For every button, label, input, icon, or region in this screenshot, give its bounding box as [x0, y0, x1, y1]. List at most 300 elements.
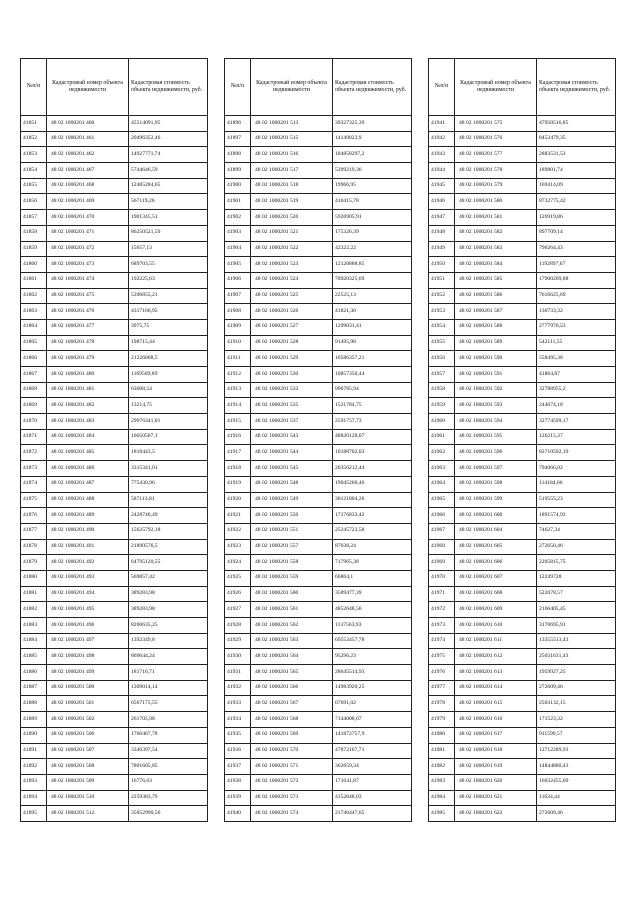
cadastral-number: 48 02 1000201 526: [251, 304, 333, 320]
cadastral-number: 48 02 1000201 528: [251, 335, 333, 351]
table-row: [21, 508, 208, 524]
table-row: [429, 492, 616, 508]
cadastral-number: 48 02 1000201 530: [251, 367, 333, 383]
row-number: 41890: [21, 727, 47, 743]
table-row: [429, 116, 616, 132]
cadastral-number: 48 02 1000201 608: [455, 586, 537, 602]
row-number: 41909: [225, 319, 251, 335]
row-number: 41913: [225, 382, 251, 398]
cadastral-value: 20496352,46: [129, 131, 208, 147]
cadastral-number: 48 02 1000201 613: [455, 665, 537, 681]
row-number: 41982: [429, 759, 455, 775]
table-row: [21, 790, 208, 806]
cadastral-number: 48 02 1000201 592: [455, 382, 537, 398]
cadastral-value: 261705,98: [129, 712, 208, 728]
row-number: 41961: [429, 429, 455, 445]
cadastral-value: 22525,13: [333, 288, 412, 304]
row-number: 41985: [429, 806, 455, 822]
row-number: 41941: [429, 116, 455, 132]
cadastral-value: 2883531,53: [537, 147, 616, 163]
cadastral-number: 48 02 1000201 498: [47, 649, 129, 665]
row-number: 41940: [225, 806, 251, 822]
cadastral-value: 41821,36: [333, 304, 412, 320]
cadastral-value: 21890576,5: [129, 539, 208, 555]
cadastral-value: 558495,38: [537, 351, 616, 367]
table-row: [429, 586, 616, 602]
cadastral-number: 48 02 1000201 476: [47, 304, 129, 320]
row-number: 41910: [225, 335, 251, 351]
cadastral-value: 39327325,39: [333, 116, 412, 132]
cadastral-number: 48 02 1000201 607: [455, 570, 537, 586]
cadastral-number: 48 02 1000201 588: [455, 319, 537, 335]
row-number: 41952: [429, 288, 455, 304]
table-row: [21, 304, 208, 320]
cadastral-number: 48 02 1000201 573: [251, 790, 333, 806]
row-number: 41967: [429, 523, 455, 539]
cadastral-value: 63608,54: [129, 382, 208, 398]
cadastral-value: 4317166,95: [129, 304, 208, 320]
table-row: [429, 304, 616, 320]
table-row: [225, 727, 412, 743]
cadastral-number: 48 02 1000201 599: [455, 492, 537, 508]
row-number: 41869: [21, 398, 47, 414]
cadastral-value: 15657,13: [129, 241, 208, 257]
cadastral-number: 48 02 1000201 485: [47, 445, 129, 461]
cadastral-value: 17176833,42: [333, 508, 412, 524]
cadastral-number: 48 02 1000201 508: [47, 759, 129, 775]
row-number: 41915: [225, 414, 251, 430]
cadastral-number: 48 02 1000201 461: [47, 131, 129, 147]
row-number: 41942: [429, 131, 455, 147]
cadastral-number: 48 02 1000201 596: [455, 445, 537, 461]
cadastral-number: 48 02 1000201 571: [251, 759, 333, 775]
table-row: [225, 712, 412, 728]
cadastral-number: 48 02 1000201 535: [251, 398, 333, 414]
cadastral-number: 48 02 1000201 610: [455, 618, 537, 634]
row-number: 41973: [429, 618, 455, 634]
cadastral-number: 48 02 1000201 491: [47, 539, 129, 555]
table-row: [21, 288, 208, 304]
row-number: 41977: [429, 680, 455, 696]
cadastral-value: 15625792,18: [129, 523, 208, 539]
cadastral-value: 389283,98: [129, 586, 208, 602]
table-row: [21, 351, 208, 367]
cadastral-number: 48 02 1000201 509: [47, 774, 129, 790]
row-number: 41863: [21, 304, 47, 320]
table-row: [225, 194, 412, 210]
row-number: 41916: [225, 429, 251, 445]
row-number: 41862: [21, 288, 47, 304]
row-number: 41857: [21, 210, 47, 226]
cadastral-value: 12485284,65: [129, 178, 208, 194]
cadastral-number: 48 02 1000201 578: [455, 163, 537, 179]
cadastral-number: 48 02 1000201 549: [251, 492, 333, 508]
cadastral-number: 48 02 1000201 480: [47, 367, 129, 383]
table-row: [429, 398, 616, 414]
cadastral-value: 32788955,2: [537, 382, 616, 398]
table-row: [429, 476, 616, 492]
cadastral-value: 74627,34: [537, 523, 616, 539]
table-row: [429, 759, 616, 775]
cadastral-number: 48 02 1000201 515: [251, 131, 333, 147]
table-row: [21, 712, 208, 728]
cadastral-number: 48 02 1000201 579: [455, 178, 537, 194]
row-number: 41934: [225, 712, 251, 728]
cadastral-value: 794066,02: [537, 461, 616, 477]
cadastral-value: 16776,63: [129, 774, 208, 790]
table-row: [21, 398, 208, 414]
table-row: [429, 429, 616, 445]
table-row: [429, 712, 616, 728]
cadastral-value: 14844880,43: [537, 759, 616, 775]
cadastral-number: 48 02 1000201 486: [47, 461, 129, 477]
table-row: [429, 743, 616, 759]
cadastral-value: 8732775,42: [537, 194, 616, 210]
cadastral-number: 48 02 1000201 516: [251, 147, 333, 163]
cadastral-value: 567119,26: [129, 194, 208, 210]
cadastral-value: 30121804,26: [333, 492, 412, 508]
table-row: [225, 508, 412, 524]
cadastral-number: 48 02 1000201 617: [455, 727, 537, 743]
cadastral-value: 171041,87: [333, 774, 412, 790]
cadastral-number: 48 02 1000201 583: [455, 241, 537, 257]
cadastral-value: 569857,42: [129, 570, 208, 586]
table-row: [225, 523, 412, 539]
cadastral-number: 48 02 1000201 614: [455, 680, 537, 696]
row-number: 41872: [21, 445, 47, 461]
cadastral-value: 1818443,5: [129, 445, 208, 461]
row-number: 41918: [225, 461, 251, 477]
table-row: [21, 147, 208, 163]
cadastral-number: 48 02 1000201 568: [251, 712, 333, 728]
cadastral-value: 64795120,55: [129, 555, 208, 571]
cadastral-number: 48 02 1000201 484: [47, 429, 129, 445]
cadastral-value: 5399219,36: [333, 163, 412, 179]
row-number: 41852: [21, 131, 47, 147]
cadastral-number: 48 02 1000201 569: [251, 727, 333, 743]
table-row: [21, 210, 208, 226]
cadastral-number: 48 02 1000201 518: [251, 178, 333, 194]
cadastral-number: 48 02 1000201 620: [455, 774, 537, 790]
cadastral-value: 47950516,85: [537, 116, 616, 132]
cadastral-value: 13214,75: [129, 398, 208, 414]
cadastral-value: 69553457,78: [333, 633, 412, 649]
row-number: 41983: [429, 774, 455, 790]
table-row: [225, 225, 412, 241]
cadastral-value: 17900209,88: [537, 272, 616, 288]
cadastral-value: 1392349,8: [129, 633, 208, 649]
cadastral-number: 48 02 1000201 577: [455, 147, 537, 163]
row-number: 41897: [225, 131, 251, 147]
cadastral-number: 48 02 1000201 572: [251, 774, 333, 790]
row-number: 41882: [21, 602, 47, 618]
row-number: 41931: [225, 665, 251, 681]
table-row: [21, 429, 208, 445]
cadastral-value: 82710592,19: [537, 445, 616, 461]
cadastral-number: 48 02 1000201 493: [47, 570, 129, 586]
cadastral-number: 48 02 1000201 500: [47, 680, 129, 696]
row-number: 41959: [429, 398, 455, 414]
cadastral-number: 48 02 1000201 609: [455, 602, 537, 618]
cadastral-number: 48 02 1000201 561: [251, 602, 333, 618]
table-row: [429, 147, 616, 163]
cadastral-value: 7616625,69: [537, 288, 616, 304]
cadastral-value: 42322,22: [333, 241, 412, 257]
cadastral-number: 48 02 1000201 616: [455, 712, 537, 728]
table-row: [21, 696, 208, 712]
table-row: [429, 696, 616, 712]
cadastral-number: 48 02 1000201 529: [251, 351, 333, 367]
cadastral-value: 14927771,74: [129, 147, 208, 163]
cadastral-number: 48 02 1000201 598: [455, 476, 537, 492]
table-header-row: [21, 59, 208, 116]
table-row: [21, 116, 208, 132]
table-row: [429, 445, 616, 461]
cadastral-value: 13355513,43: [537, 633, 616, 649]
cadastral-value: 6567175,55: [129, 696, 208, 712]
table-row: [429, 790, 616, 806]
cadastral-number: 48 02 1000201 560: [251, 586, 333, 602]
table-row: [225, 351, 412, 367]
table-row: [429, 461, 616, 477]
cadastral-value: 45514091,95: [129, 116, 208, 132]
cadastral-value: 2259383,79: [129, 790, 208, 806]
table-row: [21, 743, 208, 759]
cadastral-number: 48 02 1000201 622: [455, 806, 537, 822]
cadastral-number: 48 02 1000201 478: [47, 335, 129, 351]
table-row: [225, 806, 412, 822]
cadastral-value: 48820128,07: [333, 429, 412, 445]
cadastral-number: 48 02 1000201 537: [251, 414, 333, 430]
cadastral-value: 587113,81: [129, 492, 208, 508]
row-number: 41937: [225, 759, 251, 775]
header-num: №п/п: [225, 59, 251, 116]
table-row: [21, 759, 208, 775]
row-number: 41943: [429, 147, 455, 163]
cadastral-number: 48 02 1000201 604: [455, 523, 537, 539]
cadastral-value: 410415,78: [333, 194, 412, 210]
cadastral-number: 48 02 1000201 544: [251, 445, 333, 461]
table-row: [225, 555, 412, 571]
row-number: 41873: [21, 461, 47, 477]
table-header-row: [429, 59, 616, 116]
table-row: [225, 633, 412, 649]
row-number: 41930: [225, 649, 251, 665]
row-number: 41917: [225, 445, 251, 461]
cadastral-number: 48 02 1000201 492: [47, 555, 129, 571]
table-row: [429, 806, 616, 822]
row-number: 41951: [429, 272, 455, 288]
cadastral-value: 136733,32: [537, 304, 616, 320]
cadastral-value: 12712289,93: [537, 743, 616, 759]
row-number: 41866: [21, 351, 47, 367]
cadastral-value: 2166405,45: [537, 602, 616, 618]
cadastral-number: 48 02 1000201 489: [47, 508, 129, 524]
table-row: [21, 523, 208, 539]
row-number: 41978: [429, 696, 455, 712]
row-number: 41861: [21, 272, 47, 288]
table-row: [225, 241, 412, 257]
cadastral-value: 362659,34: [333, 759, 412, 775]
row-number: 41976: [429, 665, 455, 681]
cadastral-number: 48 02 1000201 479: [47, 351, 129, 367]
row-number: 41979: [429, 712, 455, 728]
table-row: [429, 225, 616, 241]
row-number: 41980: [429, 727, 455, 743]
cadastral-number: 48 02 1000201 597: [455, 461, 537, 477]
row-number: 41887: [21, 680, 47, 696]
table-row: [225, 476, 412, 492]
table-row: [21, 476, 208, 492]
row-number: 41875: [21, 492, 47, 508]
cadastral-number: 48 02 1000201 499: [47, 665, 129, 681]
cadastral-value: 2205815,75: [537, 555, 616, 571]
row-number: 41936: [225, 743, 251, 759]
table-row: [429, 382, 616, 398]
table-row: [225, 539, 412, 555]
cadastral-value: 1891574,93: [537, 508, 616, 524]
cadastral-table-3: [428, 58, 616, 822]
table-row: [429, 774, 616, 790]
table-row: [429, 649, 616, 665]
cadastral-number: 48 02 1000201 487: [47, 476, 129, 492]
cadastral-number: 48 02 1000201 595: [455, 429, 537, 445]
table-row: [21, 163, 208, 179]
table-row: [225, 618, 412, 634]
cadastral-number: 48 02 1000201 488: [47, 492, 129, 508]
cadastral-value: 67691,02: [333, 696, 412, 712]
cadastral-value: 272650,46: [537, 539, 616, 555]
table-row: [429, 194, 616, 210]
cadastral-number: 48 02 1000201 582: [455, 225, 537, 241]
cadastral-number: 48 02 1000201 507: [47, 743, 129, 759]
cadastral-value: 16032455,69: [537, 774, 616, 790]
cadastral-value: 1766487,78: [129, 727, 208, 743]
cadastral-value: 141872757,9: [333, 727, 412, 743]
row-number: 41883: [21, 618, 47, 634]
cadastral-number: 48 02 1000201 474: [47, 272, 129, 288]
cadastral-number: 48 02 1000201 524: [251, 272, 333, 288]
cadastral-number: 48 02 1000201 567: [251, 696, 333, 712]
cadastral-value: 198715,44: [129, 335, 208, 351]
cadastral-value: 2591757,73: [333, 414, 412, 430]
cadastral-value: 996785,94: [333, 382, 412, 398]
cadastral-value: 1192897,67: [537, 257, 616, 273]
cadastral-number: 48 02 1000201 589: [455, 335, 537, 351]
cadastral-number: 48 02 1000201 462: [47, 147, 129, 163]
cadastral-number: 48 02 1000201 512: [47, 806, 129, 822]
cadastral-number: 48 02 1000201 615: [455, 696, 537, 712]
cadastral-number: 48 02 1000201 545: [251, 461, 333, 477]
cadastral-number: 48 02 1000201 584: [455, 257, 537, 273]
row-number: 41908: [225, 304, 251, 320]
table-row: [21, 602, 208, 618]
table-row: [225, 398, 412, 414]
table-row: [225, 210, 412, 226]
header-cadastral-number: Кадастровый номер объекта недвижимости: [251, 59, 333, 116]
cadastral-number: 48 02 1000201 469: [47, 194, 129, 210]
row-number: 41853: [21, 147, 47, 163]
cadastral-value: 689703,55: [129, 257, 208, 273]
cadastral-value: 3170695,91: [537, 618, 616, 634]
cadastral-number: 48 02 1000201 594: [455, 414, 537, 430]
header-cadastral-number: Кадастровый номер объекта недвижимости: [47, 59, 129, 116]
cadastral-number: 48 02 1000201 580: [455, 194, 537, 210]
cadastral-value: 66864,1: [333, 570, 412, 586]
table-row: [21, 241, 208, 257]
cadastral-value: 519555,23: [537, 492, 616, 508]
table-row: [21, 570, 208, 586]
cadastral-value: 10857350,44: [333, 367, 412, 383]
table-row: [225, 257, 412, 273]
table-row: [21, 727, 208, 743]
cadastral-value: 12120888,85: [333, 257, 412, 273]
row-number: 41926: [225, 586, 251, 602]
cadastral-number: 48 02 1000201 527: [251, 319, 333, 335]
cadastral-number: 48 02 1000201 570: [251, 743, 333, 759]
row-number: 41871: [21, 429, 47, 445]
row-number: 41912: [225, 367, 251, 383]
cadastral-number: 48 02 1000201 475: [47, 288, 129, 304]
cadastral-number: 48 02 1000201 521: [251, 225, 333, 241]
table-row: [21, 618, 208, 634]
row-number: 41971: [429, 586, 455, 602]
row-number: 41903: [225, 225, 251, 241]
table-row: [225, 116, 412, 132]
row-number: 41948: [429, 225, 455, 241]
table-row: [225, 272, 412, 288]
table-row: [429, 210, 616, 226]
row-number: 41881: [21, 586, 47, 602]
table-row: [21, 555, 208, 571]
cadastral-value: 3346397,54: [129, 743, 208, 759]
cadastral-number: 48 02 1000201 520: [251, 210, 333, 226]
row-number: 41885: [21, 649, 47, 665]
table-row: [21, 633, 208, 649]
header-cadastral-value: Кадастровая стоимость объекта недвижимости, руб.: [333, 59, 412, 116]
cadastral-number: 48 02 1000201 558: [251, 555, 333, 571]
cadastral-number: 48 02 1000201 494: [47, 586, 129, 602]
cadastral-value: 175326,39: [333, 225, 412, 241]
row-number: 41896: [225, 116, 251, 132]
table-row: [225, 429, 412, 445]
cadastral-value: 169414,09: [537, 178, 616, 194]
cadastral-value: 12249728: [537, 570, 616, 586]
row-number: 41981: [429, 743, 455, 759]
cadastral-number: 48 02 1000201 482: [47, 398, 129, 414]
cadastral-number: 48 02 1000201 495: [47, 602, 129, 618]
table-row: [21, 225, 208, 241]
cadastral-value: 1299031,41: [333, 319, 412, 335]
cadastral-number: 48 02 1000201 510: [47, 790, 129, 806]
table-row: [225, 680, 412, 696]
header-num: №п/п: [21, 59, 47, 116]
row-number: 41860: [21, 257, 47, 273]
cadastral-value: 126215,37: [537, 429, 616, 445]
cadastral-value: 21226068,5: [129, 351, 208, 367]
cadastral-value: 19045260,46: [333, 476, 412, 492]
row-number: 41855: [21, 178, 47, 194]
cadastral-number: 48 02 1000201 559: [251, 570, 333, 586]
table-row: [21, 272, 208, 288]
row-number: 41956: [429, 351, 455, 367]
row-number: 41962: [429, 445, 455, 461]
row-number: 41968: [429, 539, 455, 555]
cadastral-number: 48 02 1000201 506: [47, 727, 129, 743]
table-row: [225, 414, 412, 430]
table-row: [21, 445, 208, 461]
table-row: [429, 555, 616, 571]
